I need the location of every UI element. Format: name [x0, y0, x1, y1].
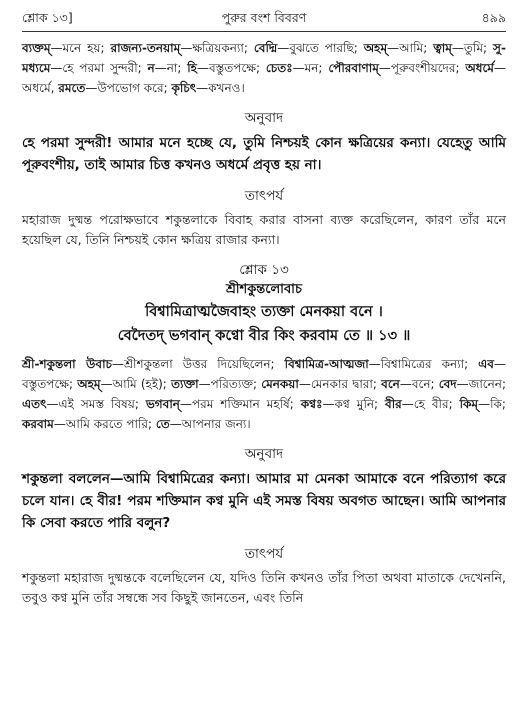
page-header	[22, 6, 506, 30]
verse-number: শ্লোক ১৩	[239, 262, 289, 278]
wm-meaning: —পূরুবংশীয়দের;	[378, 61, 460, 75]
wm-word: পৌরবাণাম্	[328, 61, 379, 75]
wm-word: সু-মধ্যমে	[22, 41, 506, 75]
wm-meaning: —বস্তুতপক্ষে;	[196, 61, 261, 75]
wm-word: বিশ্বামিত্র-আত্মজা	[284, 357, 369, 371]
wm-word: ত্বাম্	[433, 41, 452, 55]
wm-word: বেদ্মি	[253, 41, 278, 55]
wm-word: বনে	[381, 377, 400, 391]
translation-heading-2: অনুবাদ	[244, 446, 284, 462]
wm-word: কৃচিৎ	[171, 81, 197, 95]
wm-meaning: —উপভোগ করে;	[85, 81, 168, 95]
wm-meaning: —মনে হয়;	[50, 41, 105, 55]
wm-meaning: —মেনকার দ্বারা;	[298, 377, 377, 391]
verse-line-1: বিশ্বামিত্রাত্মজৈবাহং ত্যক্তা মেনকয়া বনে ।	[145, 304, 383, 320]
wm-meaning: —বনে;	[399, 377, 435, 391]
wm-word: ভগবান্	[145, 397, 180, 411]
wm-meaning: —বুঝতে পারছি;	[277, 41, 358, 55]
wm-word: রাজন্য-তনয়াম্	[110, 41, 181, 55]
verse-speaker: শ্রীশকুন্তলোবাচ	[226, 282, 302, 297]
previous-word-meanings	[22, 38, 506, 98]
wm-word: মেনকয়া	[261, 377, 299, 391]
wm-meaning: —কি;	[478, 397, 506, 411]
wm-meaning: —জানেন;	[456, 377, 506, 391]
verse-block	[22, 260, 506, 348]
purport-text-2: শকুন্তলা মহারাজ দুষ্মন্তকে বলেছিলেন যে, যদিও তিনি কখনও তাঁর পিতা অথবা মাতাকে দেখেননি, তবুও কণ্ব মুনি তাঁর সম্বন্ধে সব কিছুই জানতেন, এবং তিনি	[22, 570, 506, 605]
header-verse-label: শ্লোক ১৩]	[22, 10, 73, 25]
wm-word: বেদ	[438, 377, 457, 391]
wm-meaning: —আমি;	[387, 41, 428, 55]
wm-word: ব্যক্তম্	[22, 41, 51, 55]
word-meanings	[22, 354, 506, 434]
wm-word: রমতে	[58, 81, 86, 95]
wm-word: অহম্	[77, 377, 101, 391]
wm-meaning: —কখনও।	[196, 81, 245, 95]
wm-meaning: —আমি (হই);	[100, 377, 167, 391]
wm-word: এতৎ	[22, 397, 47, 411]
wm-word: বীর	[385, 397, 402, 411]
wm-meaning: —অধর্মে,	[22, 61, 506, 95]
wm-meaning: —হে বীর;	[401, 397, 453, 411]
wm-word: হি	[187, 61, 197, 75]
wm-meaning: —বস্তুতপক্ষে;	[22, 357, 506, 391]
page-number: ৪৯৯	[481, 10, 506, 25]
wm-word: ন	[147, 61, 155, 75]
wm-meaning: —তুমি;	[451, 41, 488, 55]
wm-word: শ্রী-শকুন্তলা উবাচ	[22, 357, 113, 371]
wm-meaning: —আমি করতে পারি;	[53, 417, 153, 431]
purport-text: মহারাজ দুষ্মন্ত পরোক্ষভাবে শকুন্তলাকে বিবাহ করার বাসনা ব্যক্ত করেছিলেন, কারণ তাঁর মনে হয়েছিল যে, তিনি নিশ্চয়ই কোন ক্ষত্রিয় রাজার কন্যা।	[22, 212, 506, 247]
wm-meaning: —মন;	[292, 61, 323, 75]
book-page	[22, 6, 506, 608]
wm-meaning: —বিশ্বামিত্রের কন্যা;	[368, 357, 469, 371]
wm-meaning: —শ্রীশকুন্তলা উত্তর দিয়েছিলেন;	[112, 357, 275, 371]
wm-word: তে	[155, 417, 170, 431]
wm-meaning: —হে পরমা সুন্দরী;	[50, 61, 142, 75]
translation-heading: অনুবাদ	[244, 110, 284, 126]
wm-meaning: —আপনার জন্য।	[169, 417, 251, 431]
wm-word: চেতঃ	[265, 61, 293, 75]
wm-meaning: —কণ্ব মুনি;	[322, 397, 379, 411]
translation-text-2: শকুন্তলা বললেন—আমি বিশ্বামিত্রের কন্যা। আমার মা মেনকা আমাকে বনে পরিত্যাগ করে চলে যান। হে বীর! পরম শক্তিমান কণ্ব মুনি এই সমস্ত বিষয় অবগত আছেন। আমি আপনার কি সেবা করতে পারি বলুন?	[22, 471, 506, 531]
wm-meaning: —না;	[154, 61, 182, 75]
wm-word: অধর্মে	[465, 61, 494, 75]
wm-word: কিম্	[459, 397, 479, 411]
header-rule	[22, 31, 506, 32]
wm-word: করবাম	[22, 417, 54, 431]
translation-text: হে পরমা সুন্দরী! আমার মনে হচ্ছে যে, তুমি নিশ্চয়ই কোন ক্ষত্রিয়ের কন্যা। যেহেতু আমি পূরুবংশীয়, তাই আমার চিত্ত কখনও অধর্মে প্রবৃত্ত হয় না।	[22, 135, 506, 173]
purport-heading: তাৎপর্য	[244, 188, 284, 204]
wm-meaning: —পরম শক্তিমান মহর্ষি;	[179, 397, 294, 411]
wm-meaning: —ক্ষত্রিয়কন্যা;	[180, 41, 248, 55]
wm-word: অহম্	[363, 41, 388, 55]
verse-line-2: বেদৈতদ্ ভগবান্ কণ্বো বীর কিং করবাম তে ॥ ১৩ ॥	[117, 328, 411, 344]
wm-meaning: —এই সমস্ত বিষয়;	[46, 397, 139, 411]
header-chapter-title: পুরুর বংশ বিবরণ	[221, 10, 307, 25]
wm-meaning: —পরিত্যক্ত;	[198, 377, 258, 391]
wm-word: ত্যক্তা	[171, 377, 199, 391]
wm-word: এব	[478, 357, 494, 371]
wm-word: কণ্বঃ	[300, 397, 323, 411]
purport-heading-2: তাৎপর্য	[244, 546, 284, 562]
